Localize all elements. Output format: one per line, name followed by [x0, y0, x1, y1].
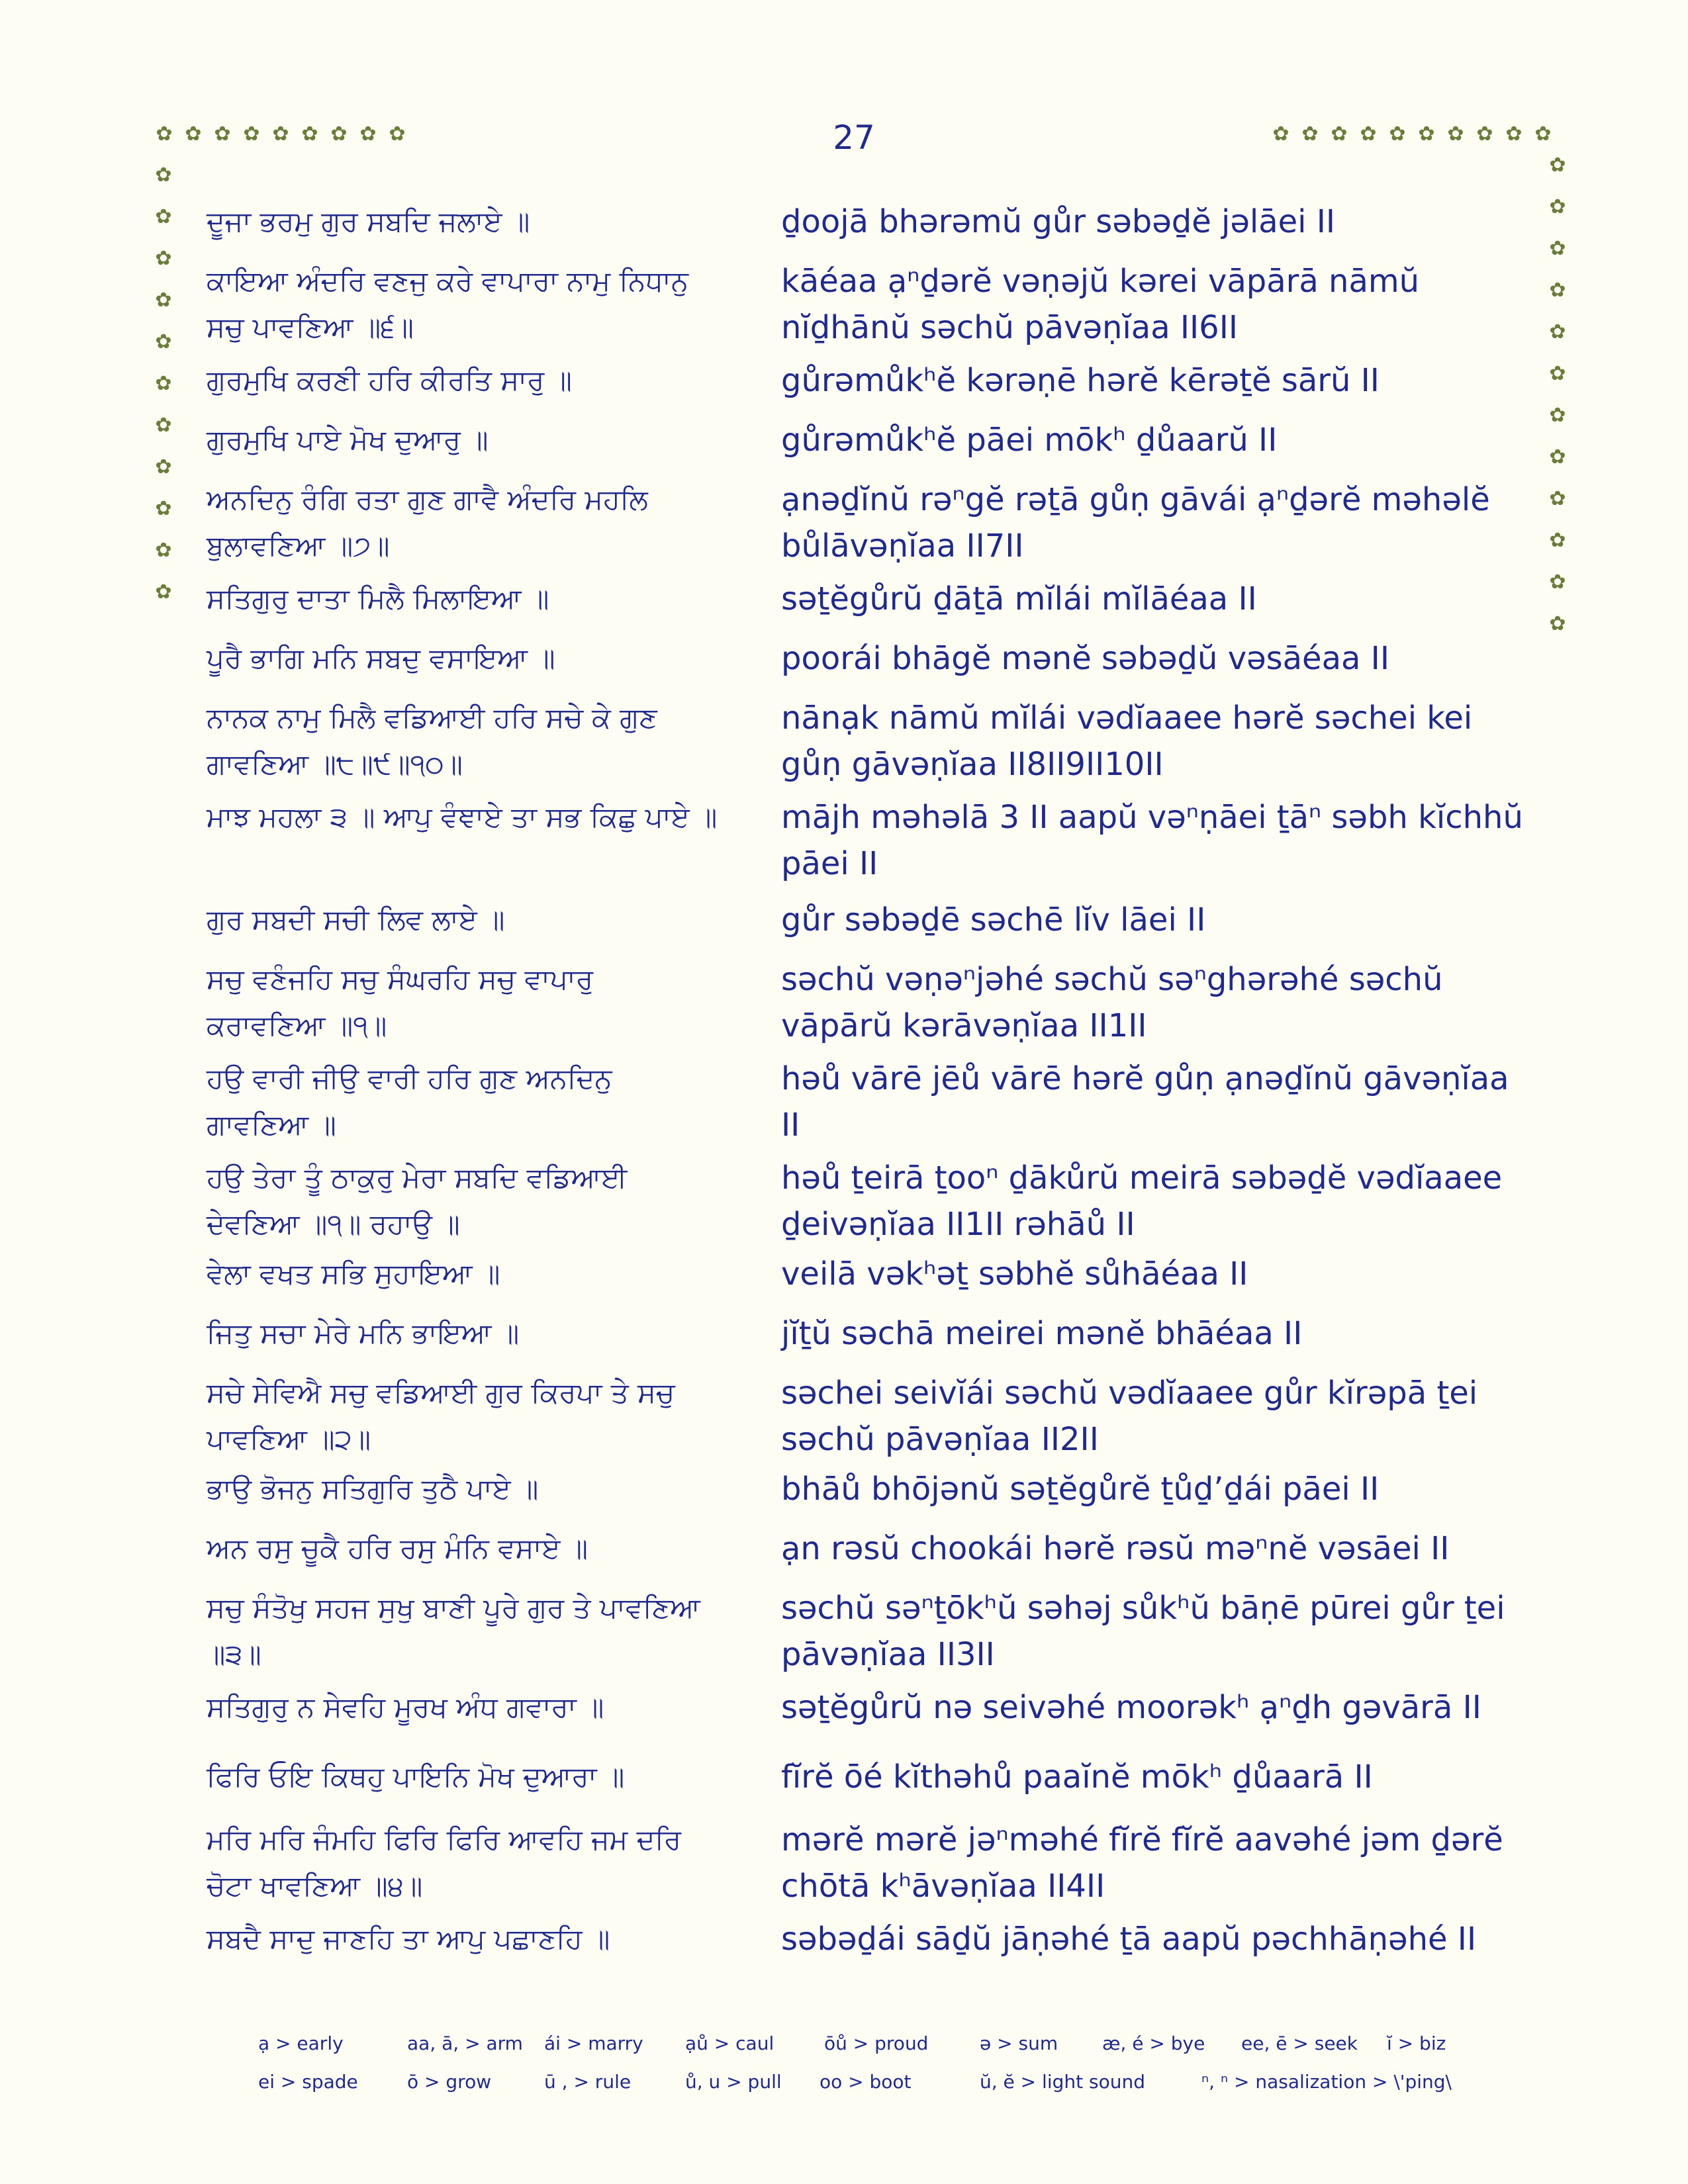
legend-item: ů, u > pull [685, 2071, 782, 2093]
gurmukhi-text: ਗੁਰਮੁਖਿ ਕਰਣੀ ਹਰਿ ਕੀਰਤਿ ਸਾਰੁ ॥ [207, 364, 572, 396]
flower-ornament-icon: ✿ [243, 122, 260, 146]
legend-item: ə > sum [980, 2032, 1058, 2054]
gurmukhi-text: ਸਚੁ ਵਣੰਜਹਿ ਸਚੁ ਸੰਘਰਹਿ ਸਚੁ ਵਾਪਾਰੁ ਕਰਾਵਣਿਆ ॥੧॥ [207, 963, 593, 1042]
flower-ornament-icon: ✿ [1447, 122, 1464, 146]
legend-item: oo > boot [820, 2071, 912, 2093]
gurmukhi-text: ਪੂਰੈ ਭਾਗਿ ਮਨਿ ਸਬਦੁ ਵਸਾਇਆ ॥ [207, 642, 555, 674]
legend-item: ū , > rule [544, 2071, 632, 2093]
flower-ornament-icon: ✿ [1272, 122, 1289, 146]
legend-item: ŭ, ĕ > light sound [980, 2071, 1145, 2093]
flower-ornament-icon: ✿ [1549, 320, 1566, 343]
transliteration-text: fĭrĕ ōé kĭthəhů paaĭnĕ mōkʰ ḏůaarā II [781, 1758, 1373, 1796]
flower-ornament-icon: ✿ [185, 122, 202, 146]
flower-ornament-icon: ✿ [1389, 122, 1406, 146]
legend-item: ạ > early [258, 2032, 344, 2054]
flower-ornament-icon: ✿ [156, 122, 173, 146]
transliteration-text: səchŭ vəṇəⁿjəhé səchŭ səⁿghərəhé səchŭ vāpārŭ kərāvəṇĭaa II1II [781, 961, 1443, 1044]
flower-ornament-icon: ✿ [1301, 122, 1319, 146]
transliteration-text: gůrəmůkʰĕ pāei mōkʰ ḏůaarŭ II [781, 422, 1278, 459]
transliteration-text: səṯĕgůrŭ ḏāṯā mĭlái mĭlāéaa II [781, 580, 1257, 617]
flower-ornament-icon: ✿ [1549, 362, 1566, 385]
gurmukhi-text: ਅਨਦਿਨੁ ਰੰਗਿ ਰਤਾ ਗੁਣ ਗਾਵੈ ਅੰਦਰਿ ਮਹਲਿ ਬੁਲਾਵਣਿਆ ॥੭॥ [207, 483, 648, 562]
gurmukhi-text: ਵੇਲਾ ਵਖਤ ਸਭਿ ਸੁਹਾਇਆ ॥ [207, 1257, 500, 1290]
flower-ornament-icon: ✿ [214, 122, 231, 146]
gurmukhi-text: ਭਾਉ ਭੋਜਨੁ ਸਤਿਗੁਰਿ ਤੁਠੈ ਪਾਏ ॥ [207, 1473, 539, 1505]
transliteration-text: poorái bhāgĕ mənĕ səbəḏŭ vəsāéaa II [781, 640, 1389, 677]
flower-ornament-icon: ✿ [1549, 195, 1566, 218]
transliteration-text: nānạk nāmŭ mĭlái vədĭaaee hərĕ səchei kei gůṇ gāvəṇĭaa II8II9II10II [781, 700, 1473, 783]
gurmukhi-text: ਸਬਦੈ ਸਾਦੁ ਜਾਣਹਿ ਤਾ ਆਪੁ ਪਛਾਣਹਿ ॥ [207, 1923, 610, 1955]
pronunciation-legend [0, 2030, 1688, 2116]
gurmukhi-text: ਜਿਤੁ ਸਚਾ ਮੇਰੇ ਮਨਿ ਭਾਇਆ ॥ [207, 1317, 520, 1349]
transliteration-text: həů ṯeirā ṯooⁿ ḏākůrŭ meirā səbəḏĕ vədĭaaee ḏeivəṇĭaa II1II rəhāů II [781, 1160, 1503, 1243]
legend-item: aa, ā, > arm [407, 2032, 523, 2054]
gurmukhi-text: ਦੂਜਾ ਭਰਮੁ ਗੁਰ ਸਬਦਿ ਜਲਾਏ ॥ [207, 205, 530, 238]
flower-ornament-icon: ✿ [1418, 122, 1435, 146]
transliteration-text: bhāů bhōjənŭ səṯĕgůrĕ ṯůḏʼḏái pāei II [781, 1471, 1380, 1508]
flower-ornament-icon: ✿ [301, 122, 318, 146]
legend-item: ō > grow [407, 2071, 492, 2093]
flower-ornament-icon: ✿ [155, 455, 172, 478]
flower-ornament-icon: ✿ [155, 163, 172, 187]
transliteration-text: mərĕ mərĕ jəⁿməhé fĭrĕ fĭrĕ aavəhé jəm ḏərĕ chōtā kʰāvəṇĭaa II4II [781, 1821, 1503, 1905]
flower-ornament-icon: ✿ [1476, 122, 1493, 146]
transliteration-text: səbəḏái sāḏŭ jāṇəhé ṯā aapŭ pəchhāṇəhé II [781, 1921, 1477, 1958]
transliteration-text: səchŭ səⁿṯōkʰŭ səhəj sůkʰŭ bāṇē pūrei gůr ṯei pāvəṇĭaa II3II [781, 1590, 1505, 1673]
page-number: 27 [833, 118, 875, 157]
gurmukhi-text: ਸਤਿਗੁਰੁ ਦਾਤਾ ਮਿਲੈ ਮਿਲਾਇਆ ॥ [207, 582, 549, 615]
transliteration-text: ạnəḏĭnŭ rəⁿgĕ rəṯā gůṇ gāvái ạⁿḏərĕ məhəlĕ bůlāvəṇĭaa II7II [781, 481, 1490, 565]
flower-ornament-icon: ✿ [272, 122, 289, 146]
flower-ornament-icon: ✿ [155, 414, 172, 437]
flower-ornament-icon: ✿ [389, 122, 406, 146]
flower-ornament-icon: ✿ [155, 497, 172, 520]
legend-item: ōů > proud [824, 2032, 929, 2054]
flower-ornament-icon: ✿ [155, 289, 172, 312]
gurmukhi-text: ਫਿਰਿ ਓਇ ਕਿਥਹੁ ਪਾਇਨਿ ਮੋਖ ਦੁਆਰਾ ॥ [207, 1760, 625, 1793]
transliteration-text: səṯĕgůrŭ nə seivəhé moorəkʰ ạⁿḏh gəvārā II [781, 1689, 1481, 1726]
transliteration-text: ḏoojā bhərəmŭ gůr səbəḏĕ jəlāei II [781, 203, 1336, 240]
legend-item: ạů > caul [685, 2032, 774, 2054]
transliteration-text: jĭṯŭ səchā meirei mənĕ bhāéaa II [781, 1315, 1303, 1352]
legend-item: ái > marry [544, 2032, 643, 2054]
gurmukhi-text: ਅਨ ਰਸੁ ਚੂਕੈ ਹਰਿ ਰਸੁ ਮੰਨਿ ਵਸਾਏ ॥ [207, 1532, 588, 1565]
flower-ornament-icon: ✿ [330, 122, 348, 146]
flower-ornament-icon: ✿ [155, 539, 172, 562]
transliteration-text: səchei seivĭái səchŭ vədĭaaee gůr kĭrəpā ṯei səchŭ pāvəṇĭaa II2II [781, 1375, 1478, 1458]
legend-item: æ, é > bye [1102, 2032, 1205, 2054]
flower-ornament-icon: ✿ [1549, 487, 1566, 510]
flower-ornament-icon: ✿ [1331, 122, 1348, 146]
gurmukhi-text: ਮਾਝ ਮਹਲਾ ੩ ॥ ਆਪੁ ਵੰਞਾਏ ਤਾ ਸਭ ਕਿਛੁ ਪਾਏ ॥ [207, 801, 718, 833]
gurmukhi-text: ਮਰਿ ਮਰਿ ਜੰਮਹਿ ਫਿਰਿ ਫਿਰਿ ਆਵਹਿ ਜਮ ਦਰਿ ਚੋਟਾ ਖਾਵਣਿਆ ॥੪॥ [207, 1823, 681, 1902]
flower-ornament-icon: ✿ [1549, 612, 1566, 635]
flower-ornament-icon: ✿ [1505, 122, 1523, 146]
transliteration-text: gůr səbəḏē səchē lĭv lāei II [781, 901, 1206, 938]
transliteration-text: mājh məhəlā 3 II aapŭ vəⁿṇāei ṯāⁿ səbh kĭchhŭ pāei II [781, 799, 1523, 882]
flower-ornament-icon: ✿ [1549, 570, 1566, 594]
legend-item: ĭ > biz [1387, 2032, 1446, 2054]
legend-item: ⁿ, ⁿ > nasalization > \'ping\ [1201, 2071, 1452, 2093]
flower-ornament-icon: ✿ [1549, 237, 1566, 260]
flower-ornament-icon: ✿ [1360, 122, 1377, 146]
flower-ornament-icon: ✿ [1549, 404, 1566, 427]
transliteration-text: ạn rəsŭ chookái hərĕ rəsŭ məⁿnĕ vəsāei II [781, 1530, 1450, 1567]
legend-item: ei > spade [258, 2071, 358, 2093]
gurmukhi-text: ਹਉ ਤੇਰਾ ਤੂੰ ਠਾਕੁਰੁ ਮੇਰਾ ਸਬਦਿ ਵਡਿਆਈ ਦੇਵਣਿਆ ॥੧॥ ਰਹਾਉ ॥ [207, 1161, 628, 1240]
flower-ornament-icon: ✿ [1534, 122, 1552, 146]
flower-ornament-icon: ✿ [1549, 154, 1566, 177]
flower-ornament-icon: ✿ [155, 330, 172, 353]
gurmukhi-text: ਸਤਿਗੁਰੁ ਨ ਸੇਵਹਿ ਮੂਰਖ ਅੰਧ ਗਵਾਰਾ ॥ [207, 1691, 604, 1723]
transliteration-text: kāéaa ạⁿḏərĕ vəṇəjŭ kərei vāpārā nāmŭ nĭḏhānŭ səchŭ pāvəṇĭaa II6II [781, 263, 1420, 346]
flower-ornament-icon: ✿ [1549, 445, 1566, 469]
transliteration-text: həů vārē jēů vārē hərĕ gůṇ ạnəḏĭnŭ gāvəṇĭaa II [781, 1060, 1509, 1144]
flower-ornament-icon: ✿ [1549, 529, 1566, 552]
flower-ornament-icon: ✿ [155, 580, 172, 604]
legend-item: ee, ē > seek [1241, 2032, 1358, 2054]
gurmukhi-text: ਸਚੁ ਸੰਤੋਖੁ ਸਹਜ ਸੁਖੁ ਬਾਣੀ ਪੂਰੇ ਗੁਰ ਤੇ ਪਾਵਣਿਆ ॥੩॥ [207, 1592, 700, 1670]
flower-ornament-icon: ✿ [155, 247, 172, 270]
gurmukhi-text: ਗੁਰਮੁਖਿ ਪਾਏ ਮੋਖ ਦੁਆਰੁ ॥ [207, 424, 489, 456]
flower-ornament-icon: ✿ [155, 205, 172, 228]
gurmukhi-text: ਗੁਰ ਸਬਦੀ ਸਚੀ ਲਿਵ ਲਾਏ ॥ [207, 903, 505, 936]
transliteration-text: gůrəmůkʰĕ kərəṇē hərĕ kērəṯĕ sārŭ II [781, 362, 1380, 399]
gurmukhi-text: ਸਚੇ ਸੇਵਿਐ ਸਚੁ ਵਡਿਆਈ ਗੁਰ ਕਿਰਪਾ ਤੇ ਸਚੁ ਪਾਵਣਿਆ ॥੨॥ [207, 1377, 675, 1455]
gurmukhi-text: ਹਉ ਵਾਰੀ ਜੀਉ ਵਾਰੀ ਹਰਿ ਗੁਣ ਅਨਦਿਨੁ ਗਾਵਣਿਆ ॥ [207, 1062, 612, 1141]
gurmukhi-text: ਕਾਇਆ ਅੰਦਰਿ ਵਣਜੁ ਕਰੇ ਵਾਪਾਰਾ ਨਾਮੁ ਨਿਧਾਨੁ ਸਚੁ ਪਾਵਣਿਆ ॥੬॥ [207, 265, 689, 343]
flower-ornament-icon: ✿ [359, 122, 377, 146]
flower-ornament-icon: ✿ [155, 372, 172, 395]
flower-ornament-icon: ✿ [1549, 279, 1566, 302]
gurmukhi-text: ਨਾਨਕ ਨਾਮੁ ਮਿਲੈ ਵਡਿਆਈ ਹਰਿ ਸਚੇ ਕੇ ਗੁਣ ਗਾਵਣਿਆ ॥੮॥੯॥੧੦॥ [207, 702, 657, 780]
transliteration-text: veilā vəkʰəṯ səbhĕ sůhāéaa II [781, 1255, 1248, 1293]
